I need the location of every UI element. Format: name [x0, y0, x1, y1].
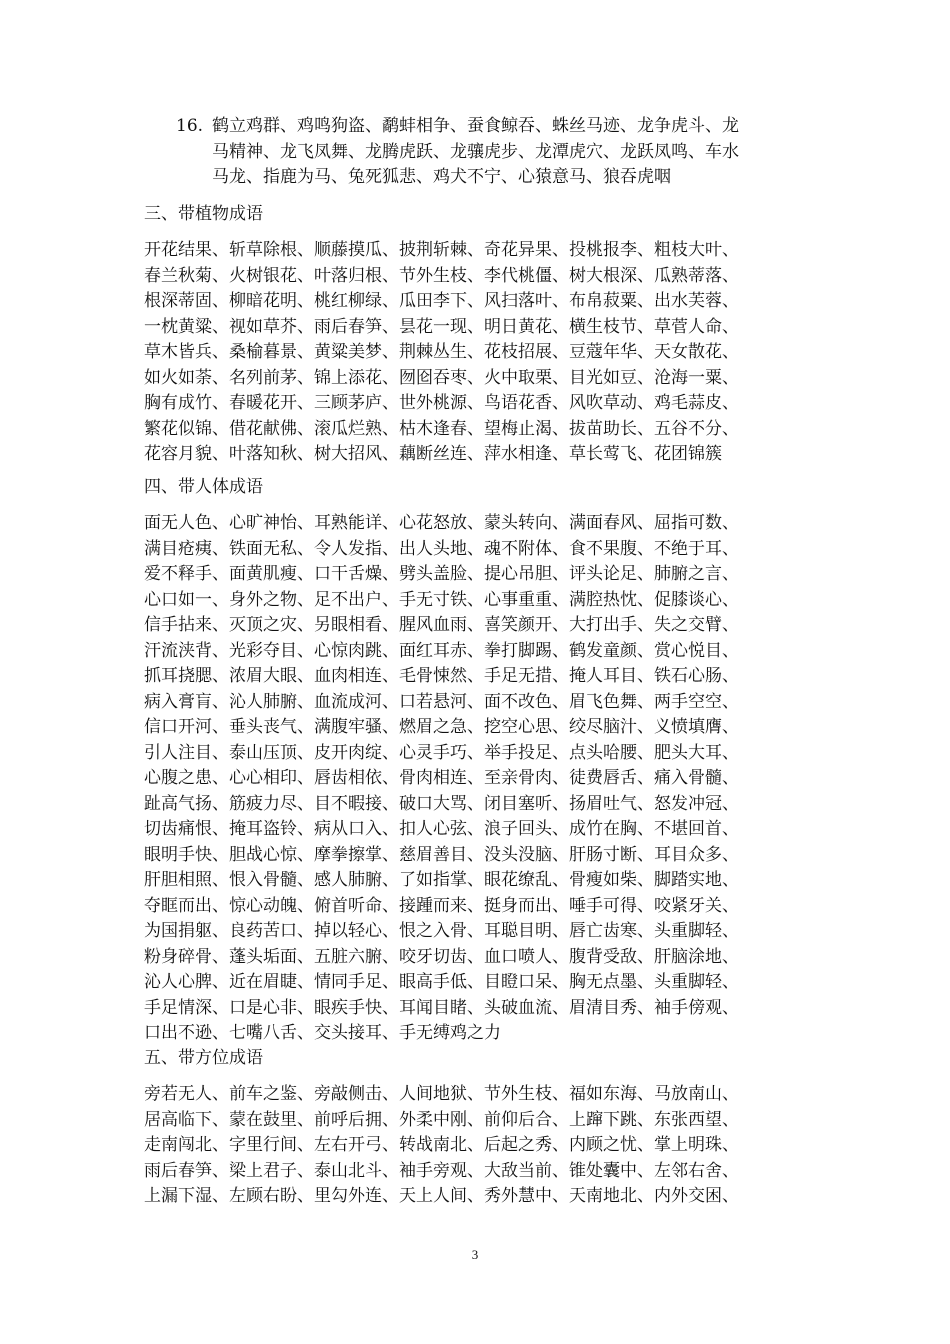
- text-line: 马龙、指鹿为马、兔死狐悲、鸡犬不宁、心猿意马、狼吞虎咽: [212, 167, 671, 187]
- text-line: 胸有成竹、春暖花开、三顾茅庐、世外桃源、鸟语花香、风吹草动、鸡毛蒜皮、: [144, 393, 739, 413]
- text-line: 上漏下湿、左顾右盼、里勾外连、天上人间、秀外慧中、天南地北、内外交困、: [144, 1186, 739, 1206]
- text-line: 汗流浃背、光彩夺目、心惊肉跳、面红耳赤、拳打脚踢、鹤发童颜、赏心悦目、: [144, 640, 739, 661]
- text-line: 马精神、龙飞凤舞、龙腾虎跃、龙骧虎步、龙潭虎穴、龙跃凤鸣、车水: [212, 141, 739, 162]
- text-line: 如火如荼、名列前茅、锦上添花、囫囵吞枣、火中取栗、目光如豆、沧海一粟、: [144, 367, 739, 388]
- text-line: 面无人色、心旷神怡、耳熟能详、心花怒放、蒙头转向、满面春风、屈指可数、: [144, 513, 739, 533]
- list-item-number: 16.: [176, 116, 204, 136]
- text-line: 趾高气扬、筋疲力尽、目不暇接、破口大骂、闭目塞听、扬眉吐气、怒发冲冠、: [144, 793, 739, 814]
- text-line: 切齿痛恨、掩耳盗铃、病从口入、扣人心弦、浪子回头、成竹在胸、不堪回首、: [144, 819, 739, 839]
- text-line: 手足情深、口是心非、眼疾手快、耳闻目睹、头破血流、眉清目秀、袖手傍观、: [144, 997, 739, 1018]
- text-line: 引人注目、泰山压顶、皮开肉绽、心灵手巧、举手投足、点头哈腰、肥头大耳、: [144, 742, 739, 763]
- paragraph-body-idioms: [144, 511, 824, 1047]
- section-title-body: 四、带人体成语: [144, 477, 263, 497]
- text-line: 雨后春笋、梁上君子、泰山北斗、袖手旁观、大敌当前、锥处囊中、左邻右舍、: [144, 1160, 739, 1181]
- text-line: 旁若无人、前车之鉴、旁敲侧击、人间地狱、节外生枝、福如东海、马放南山、: [144, 1084, 739, 1104]
- paragraph-plant-idioms: [144, 238, 824, 468]
- text-line: 口出不逊、七嘴八舌、交头接耳、手无缚鸡之力: [144, 1023, 501, 1043]
- paragraph-direction-idioms: [144, 1082, 824, 1210]
- text-line: 开花结果、斩草除根、顺藤摸瓜、披荆斩棘、奇花异果、投桃报李、粗枝大叶、: [144, 240, 739, 260]
- text-line: 心口如一、身外之物、足不出户、手无寸铁、心事重重、满腔热忱、促膝谈心、: [144, 589, 739, 610]
- text-line: 花容月貌、叶落知秋、树大招风、藕断丝连、萍水相逢、草长莺飞、花团锦簇: [144, 444, 722, 464]
- list-item-16: [176, 114, 816, 191]
- page-number: 3: [471, 1247, 479, 1262]
- text-line: 繁花似锦、借花献佛、滚瓜烂熟、枯木逢春、望梅止渴、拔苗助长、五谷不分、: [144, 418, 739, 439]
- text-line: 走南闯北、字里行间、左右开弓、转战南北、后起之秀、内顾之忧、掌上明珠、: [144, 1135, 739, 1155]
- text-line: 一枕黄粱、视如草芥、雨后春笋、昙花一现、明日黄花、横生枝节、草菅人命、: [144, 316, 739, 337]
- text-line: 夺眶而出、惊心动魄、俯首听命、接踵而来、挺身而出、唾手可得、咬紧牙关、: [144, 895, 739, 916]
- text-line: 草木皆兵、桑榆暮景、黄粱美梦、荆棘丛生、花枝招展、豆蔻年华、天女散花、: [144, 342, 739, 362]
- section-title-direction: 五、带方位成语: [144, 1048, 263, 1068]
- text-line: 抓耳挠腮、浓眉大眼、血肉相连、毛骨悚然、手足无措、掩人耳目、铁石心肠、: [144, 666, 739, 686]
- text-line: 眼明手快、胆战心惊、摩拳擦掌、慈眉善目、没头没脑、肝肠寸断、耳目众多、: [144, 844, 739, 865]
- text-line: 心腹之患、心心相印、唇齿相依、骨肉相连、至亲骨肉、徒费唇舌、痛入骨髓、: [144, 768, 739, 788]
- text-line: 鹤立鸡群、鸡鸣狗盗、鹬蚌相争、蚕食鲸吞、蛛丝马迹、龙争虎斗、龙: [212, 116, 739, 136]
- text-line: 满目疮痍、铁面无私、令人发指、出人头地、魂不附体、食不果腹、不绝于耳、: [144, 538, 739, 559]
- text-line: 病入膏肓、沁人肺腑、血流成河、口若悬河、面不改色、眉飞色舞、两手空空、: [144, 691, 739, 712]
- text-line: 信口开河、垂头丧气、满腹牢骚、燃眉之急、挖空心思、绞尽脑汁、义愤填膺、: [144, 717, 739, 737]
- text-line: 为国捐躯、良药苦口、掉以轻心、恨之入骨、耳聪目明、唇亡齿寒、头重脚轻、: [144, 921, 739, 941]
- text-line: 春兰秋菊、火树银花、叶落归根、节外生枝、李代桃僵、树大根深、瓜熟蒂落、: [144, 265, 739, 286]
- text-line: 居高临下、蒙在鼓里、前呼后拥、外柔中刚、前仰后合、上蹿下跳、东张西望、: [144, 1109, 739, 1130]
- text-line: 根深蒂固、柳暗花明、桃红柳绿、瓜田李下、风扫落叶、布帛菽粟、出水芙蓉、: [144, 291, 739, 311]
- text-line: 爱不释手、面黄肌瘦、口干舌燥、劈头盖脸、提心吊胆、评头论足、肺腑之言、: [144, 564, 739, 584]
- text-line: 沁人心脾、近在眉睫、情同手足、眼高手低、目瞪口呆、胸无点墨、头重脚轻、: [144, 972, 739, 992]
- section-title-plants: 三、带植物成语: [144, 204, 263, 224]
- text-line: 粉身碎骨、蓬头垢面、五脏六腑、咬牙切齿、血口喷人、腹背受敌、肝脑涂地、: [144, 946, 739, 967]
- list-item-body: [212, 114, 816, 191]
- text-line: 肝胆相照、恨入骨髓、感人肺腑、了如指掌、眼花缭乱、骨瘦如柴、脚踏实地、: [144, 870, 739, 890]
- text-line: 信手拈来、灭顶之灾、另眼相看、腥风血雨、喜笑颜开、大打出手、失之交臂、: [144, 615, 739, 635]
